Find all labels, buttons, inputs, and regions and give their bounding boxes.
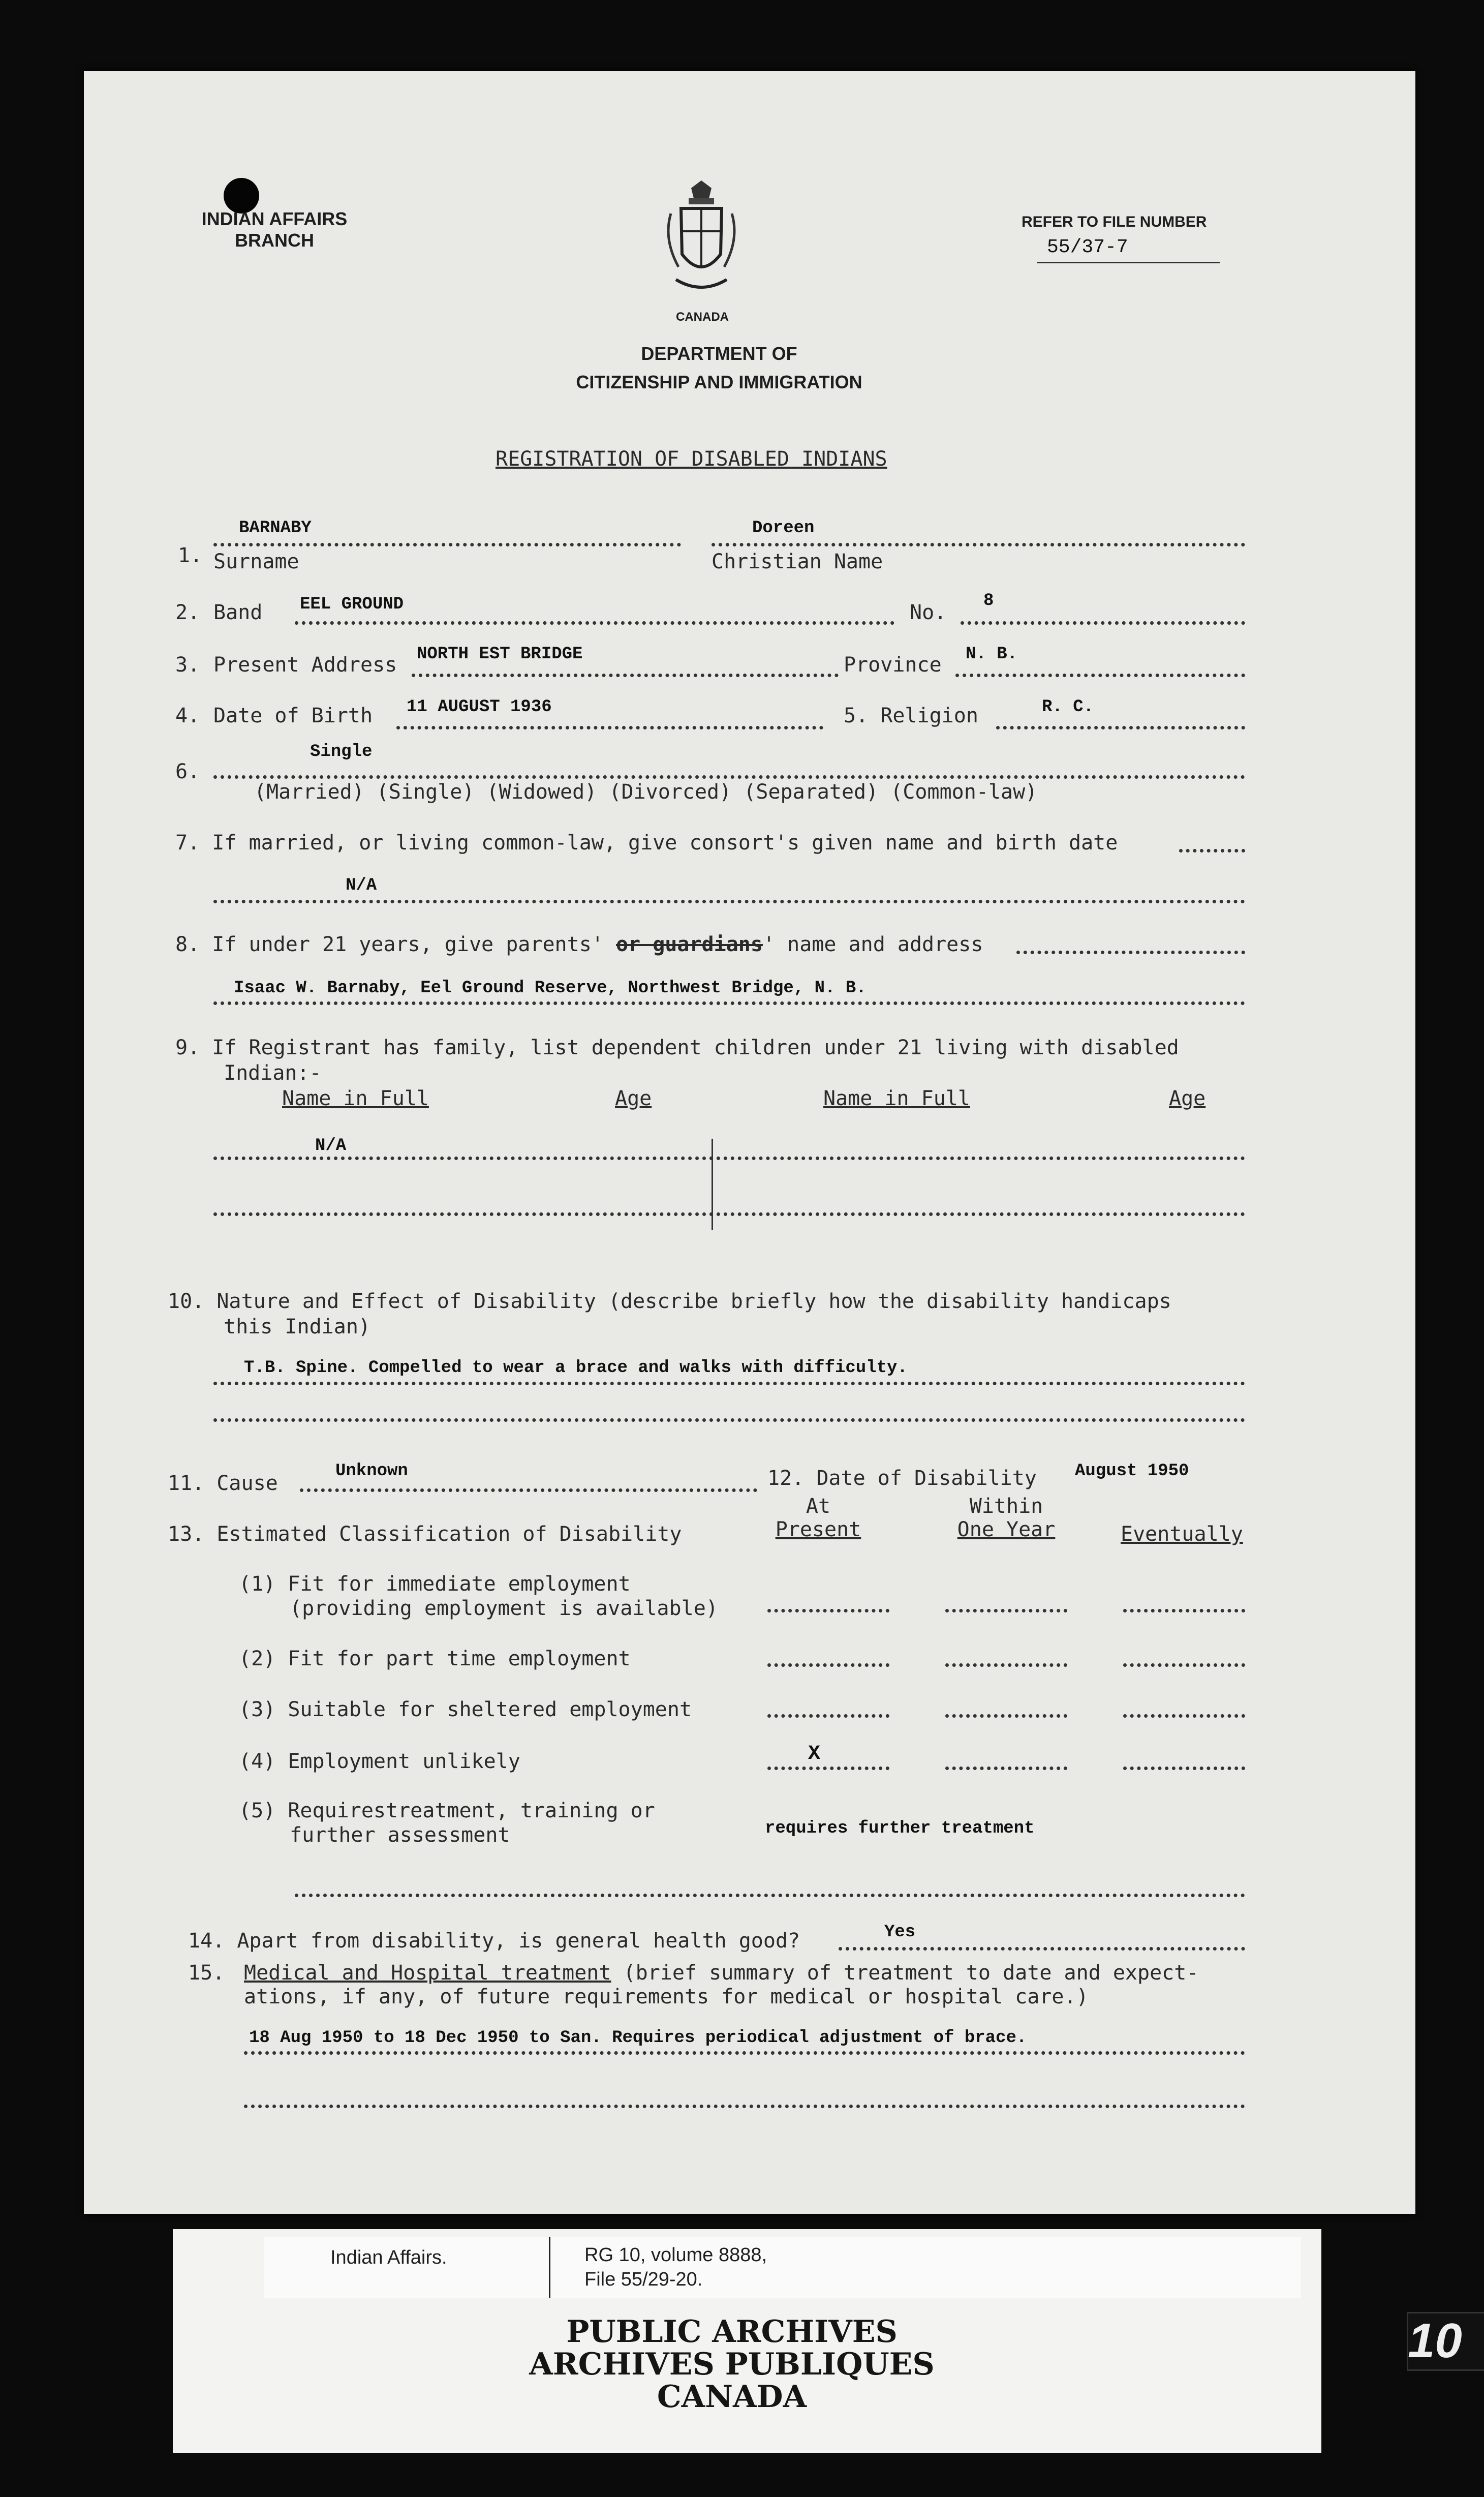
religion-line bbox=[996, 726, 1245, 729]
col-present: At Present bbox=[775, 1495, 861, 1541]
cause-value: Unknown bbox=[335, 1461, 408, 1481]
children-line-2 bbox=[213, 1212, 1245, 1216]
christian-name-value: Doreen bbox=[752, 519, 815, 538]
col-age-right: Age bbox=[1169, 1087, 1206, 1110]
q9-question-cont: Indian:- bbox=[224, 1061, 322, 1085]
file-number-line bbox=[1037, 262, 1220, 263]
marital-value: Single bbox=[310, 742, 373, 762]
consort-line bbox=[213, 900, 1245, 903]
file-number: 55/37-7 bbox=[1047, 236, 1128, 258]
archive-label-divider bbox=[549, 2237, 550, 2298]
address-label: Present Address bbox=[213, 653, 397, 677]
class-4-present bbox=[767, 1767, 889, 1770]
q15-question: Medical and Hospital treatment (brief summary of treatment to date and expect- bbox=[244, 1961, 1199, 1985]
address-line bbox=[412, 674, 839, 677]
country-label: CANADA bbox=[676, 310, 729, 324]
marital-line bbox=[213, 775, 1245, 779]
christian-name-label: Christian Name bbox=[712, 550, 883, 573]
q8-line-end bbox=[1016, 951, 1245, 954]
class-1-present bbox=[767, 1609, 889, 1612]
province-line bbox=[955, 674, 1245, 677]
q9-question: 9. If Registrant has family, list dependent children under 21 living with disabled bbox=[175, 1036, 1179, 1059]
class-1-year bbox=[945, 1609, 1067, 1612]
q3-number: 3. bbox=[175, 653, 200, 677]
q4-number: 4. bbox=[175, 704, 200, 727]
q13-question: 13. Estimated Classification of Disability bbox=[168, 1522, 682, 1546]
dob-value: 11 AUGUST 1936 bbox=[407, 697, 552, 717]
q6-number: 6. bbox=[175, 760, 200, 783]
religion-label: 5. Religion bbox=[844, 704, 978, 727]
cause-label: 11. Cause bbox=[168, 1472, 278, 1495]
nature-value: T.B. Spine. Compelled to wear a brace and walks with difficulty. bbox=[244, 1358, 908, 1378]
date-disability-value: August 1950 bbox=[1075, 1461, 1189, 1481]
dob-label: Date of Birth bbox=[213, 704, 373, 727]
christian-name-line bbox=[712, 543, 1245, 546]
department-heading: DEPARTMENT OF CITIZENSHIP AND IMMIGRATION bbox=[576, 343, 862, 392]
band-line bbox=[295, 621, 894, 625]
no-line bbox=[961, 621, 1245, 625]
cause-line bbox=[300, 1488, 757, 1492]
religion-value: R. C. bbox=[1042, 697, 1094, 717]
q10-question-cont: this Indian) bbox=[224, 1315, 370, 1338]
class-2-year bbox=[945, 1663, 1067, 1667]
surname-value: BARNABY bbox=[239, 519, 312, 538]
children-value: N/A bbox=[315, 1136, 347, 1155]
class-3-eventually bbox=[1123, 1714, 1245, 1718]
col-name-right: Name in Full bbox=[823, 1087, 970, 1110]
class-3-year bbox=[945, 1714, 1067, 1718]
no-label: No. bbox=[910, 601, 947, 624]
class-5-value: requires further treatment bbox=[765, 1819, 1035, 1838]
health-value: Yes bbox=[884, 1923, 916, 1942]
coat-of-arms-icon bbox=[661, 178, 742, 305]
q10-question: 10. Nature and Effect of Disability (describe briefly how the disability handicaps bbox=[168, 1290, 1171, 1313]
class-4-label: (4) Employment unlikely bbox=[239, 1750, 520, 1773]
q15-question-cont: ations, if any, of future requirements for medical or hospital care.) bbox=[244, 1985, 1089, 2008]
class-2-eventually bbox=[1123, 1663, 1245, 1667]
public-archives-stamp: PUBLIC ARCHIVES ARCHIVES PUBLIQUES CANADA bbox=[529, 2314, 935, 2415]
archive-reference: RG 10, volume 8888, File 55/29-20. bbox=[584, 2244, 767, 2290]
form-title: REGISTRATION OF DISABLED INDIANS bbox=[496, 447, 887, 471]
nature-line-2 bbox=[213, 1418, 1245, 1422]
band-value: EEL GROUND bbox=[300, 595, 404, 614]
children-line-1 bbox=[213, 1156, 1245, 1160]
class-4-year bbox=[945, 1767, 1067, 1770]
q14-question: 14. Apart from disability, is general health good? bbox=[188, 1929, 800, 1953]
col-age-left: Age bbox=[615, 1087, 652, 1110]
archive-source: Indian Affairs. bbox=[330, 2247, 447, 2268]
class-3-label: (3) Suitable for sheltered employment bbox=[239, 1698, 692, 1721]
q1-number: 1. bbox=[178, 544, 203, 567]
q8-question: 8. If under 21 years, give parents' or guardians' name and address bbox=[175, 933, 983, 956]
health-line bbox=[839, 1947, 1245, 1951]
address-value: NORTH EST BRIDGE bbox=[417, 645, 583, 664]
band-label: Band bbox=[213, 601, 263, 624]
class-5-label: (5) Requirestreatment, training or further assessment bbox=[239, 1799, 655, 1847]
branch-heading: INDIAN AFFAIRS BRANCH bbox=[201, 208, 348, 251]
class-2-label: (2) Fit for part time employment bbox=[239, 1647, 631, 1670]
surname-line bbox=[213, 543, 681, 546]
col-name-left: Name in Full bbox=[282, 1087, 429, 1110]
class-3-present bbox=[767, 1714, 889, 1718]
dob-line bbox=[396, 726, 823, 729]
q8-struck-text: or guardians bbox=[615, 933, 763, 956]
class-1-eventually bbox=[1123, 1609, 1245, 1612]
refer-label: REFER TO FILE NUMBER bbox=[1022, 214, 1207, 230]
q7-question: 7. If married, or living common-law, give consort's given name and birth date bbox=[175, 831, 1118, 855]
q2-number: 2. bbox=[175, 601, 200, 624]
col-within-year: Within One Year bbox=[957, 1495, 1056, 1541]
consort-value: N/A bbox=[346, 876, 377, 895]
treatment-line-1 bbox=[244, 2051, 1245, 2055]
date-disability-label: 12. Date of Disability bbox=[767, 1467, 1037, 1490]
frame-number: 10 bbox=[1408, 2313, 1462, 2368]
treatment-line-2 bbox=[244, 2105, 1245, 2108]
q7-line-end bbox=[1179, 849, 1245, 852]
q15-number: 15. bbox=[188, 1961, 225, 1985]
col-eventually: Eventually bbox=[1121, 1522, 1243, 1546]
no-value: 8 bbox=[983, 591, 994, 611]
class-1-label: (1) Fit for immediate employment (providing employment is available) bbox=[239, 1572, 718, 1620]
province-label: Province bbox=[844, 653, 942, 677]
class-4-mark: X bbox=[808, 1743, 821, 1765]
class-2-present bbox=[767, 1663, 889, 1667]
treatment-value: 18 Aug 1950 to 18 Dec 1950 to San. Requires periodical adjustment of brace. bbox=[249, 2028, 1027, 2048]
nature-line-1 bbox=[213, 1382, 1245, 1385]
class-5-line bbox=[295, 1894, 1245, 1897]
parents-line bbox=[213, 1001, 1245, 1005]
marital-options: (Married) (Single) (Widowed) (Divorced) (Separated) (Common-law) bbox=[254, 780, 1038, 804]
surname-label: Surname bbox=[213, 550, 299, 573]
class-4-eventually bbox=[1123, 1767, 1245, 1770]
children-column-divider bbox=[712, 1139, 713, 1230]
province-value: N. B. bbox=[966, 645, 1018, 664]
parents-value: Isaac W. Barnaby, Eel Ground Reserve, Northwest Bridge, N. B. bbox=[234, 979, 867, 998]
